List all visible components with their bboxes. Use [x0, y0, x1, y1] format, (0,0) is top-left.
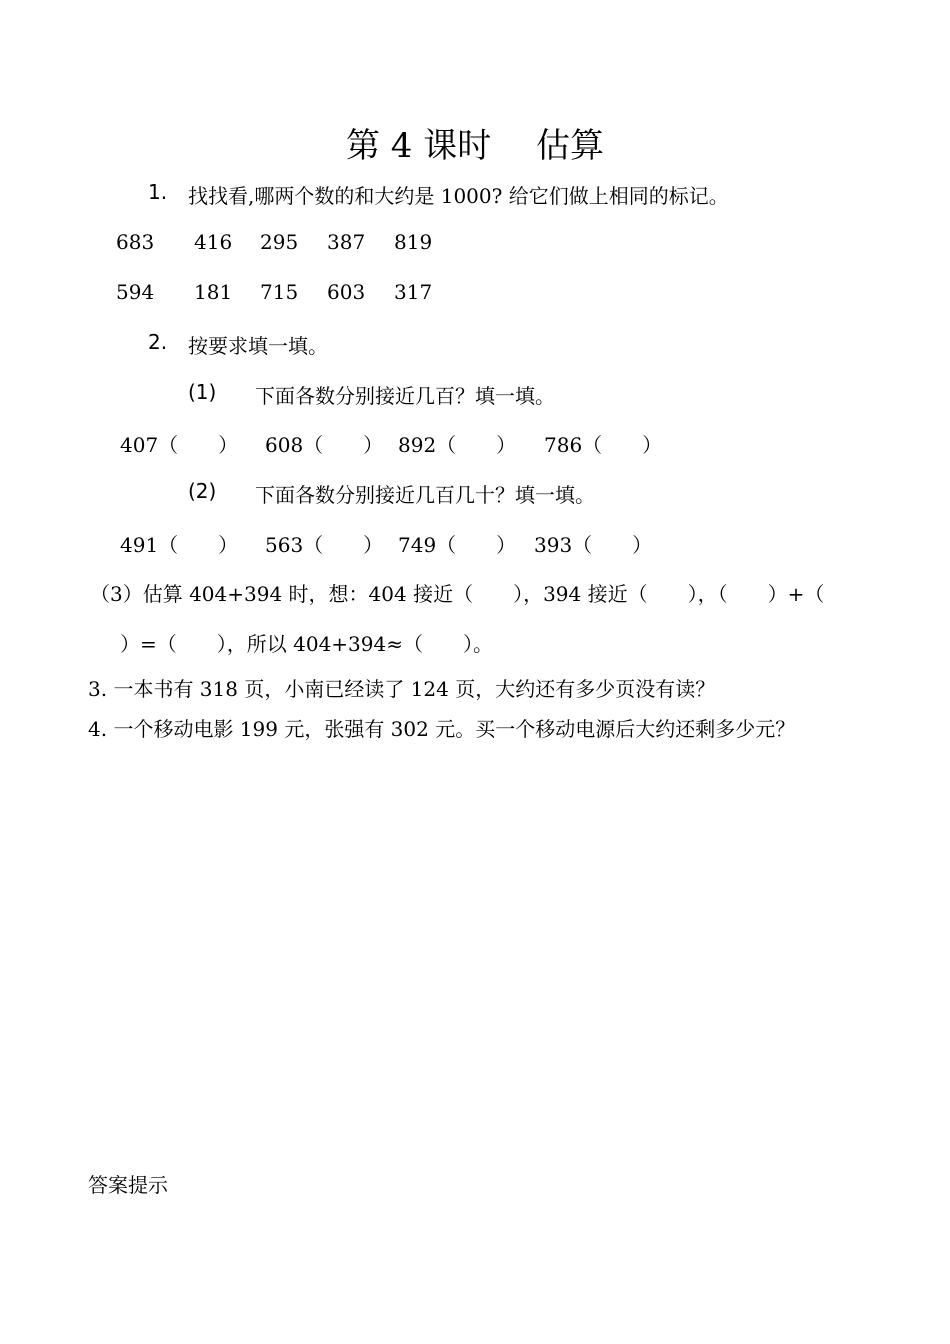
fill-blank-item: 393（ ） — [534, 533, 653, 557]
fill-blank-item: 749（ ） — [398, 533, 517, 557]
number-item: 683 — [116, 230, 155, 254]
q1-text: 找找看,哪两个数的和大约是 1000? 给它们做上相同的标记。 — [188, 184, 729, 208]
q2-sub1-label: (1) — [188, 380, 217, 404]
fill-blank-item: 892（ ） — [398, 433, 517, 457]
q2-text: 按要求填一填。 — [188, 334, 328, 358]
fill-blank-item: 491（ ） — [120, 533, 239, 557]
number-item: 317 — [394, 280, 433, 304]
fill-blank-item: 608（ ） — [265, 433, 384, 457]
number-item: 387 — [327, 230, 366, 254]
q2-number: 2. — [148, 330, 168, 354]
q4-text: 4. 一个移动电影 199 元，张强有 302 元。买一个移动电源后大约还剩多少元？ — [88, 717, 796, 741]
number-item: 181 — [194, 280, 233, 304]
q2-sub1-text: 下面各数分别接近几百？填一填。 — [255, 384, 555, 408]
number-item: 715 — [260, 280, 299, 304]
number-item: 819 — [394, 230, 433, 254]
number-item: 603 — [327, 280, 366, 304]
q2-sub3-line-2: ）=（ ），所以 404+394≈（ ）。 — [120, 632, 493, 656]
q2-sub3-line-1: （3）估算 404+394 时，想：404 接近（ ），394 接近（ ），（ ）+（ — [90, 582, 825, 606]
q2-sub2-text: 下面各数分别接近几百几十？填一填。 — [255, 483, 595, 507]
q2-sub2-label: (2) — [188, 479, 217, 503]
number-item: 295 — [260, 230, 299, 254]
q1-number: 1. — [148, 180, 168, 204]
fill-blank-item: 563（ ） — [265, 533, 384, 557]
answer-heading: 答案提示 — [88, 1173, 168, 1197]
page-title: 第 4 课时 估算 — [345, 126, 605, 166]
number-item: 416 — [194, 230, 233, 254]
q3-text: 3. 一本书有 318 页，小南已经读了 124 页，大约还有多少页没有读？ — [88, 677, 716, 701]
fill-blank-item: 786（ ） — [544, 433, 663, 457]
number-item: 594 — [116, 280, 155, 304]
fill-blank-item: 407（ ） — [120, 433, 239, 457]
